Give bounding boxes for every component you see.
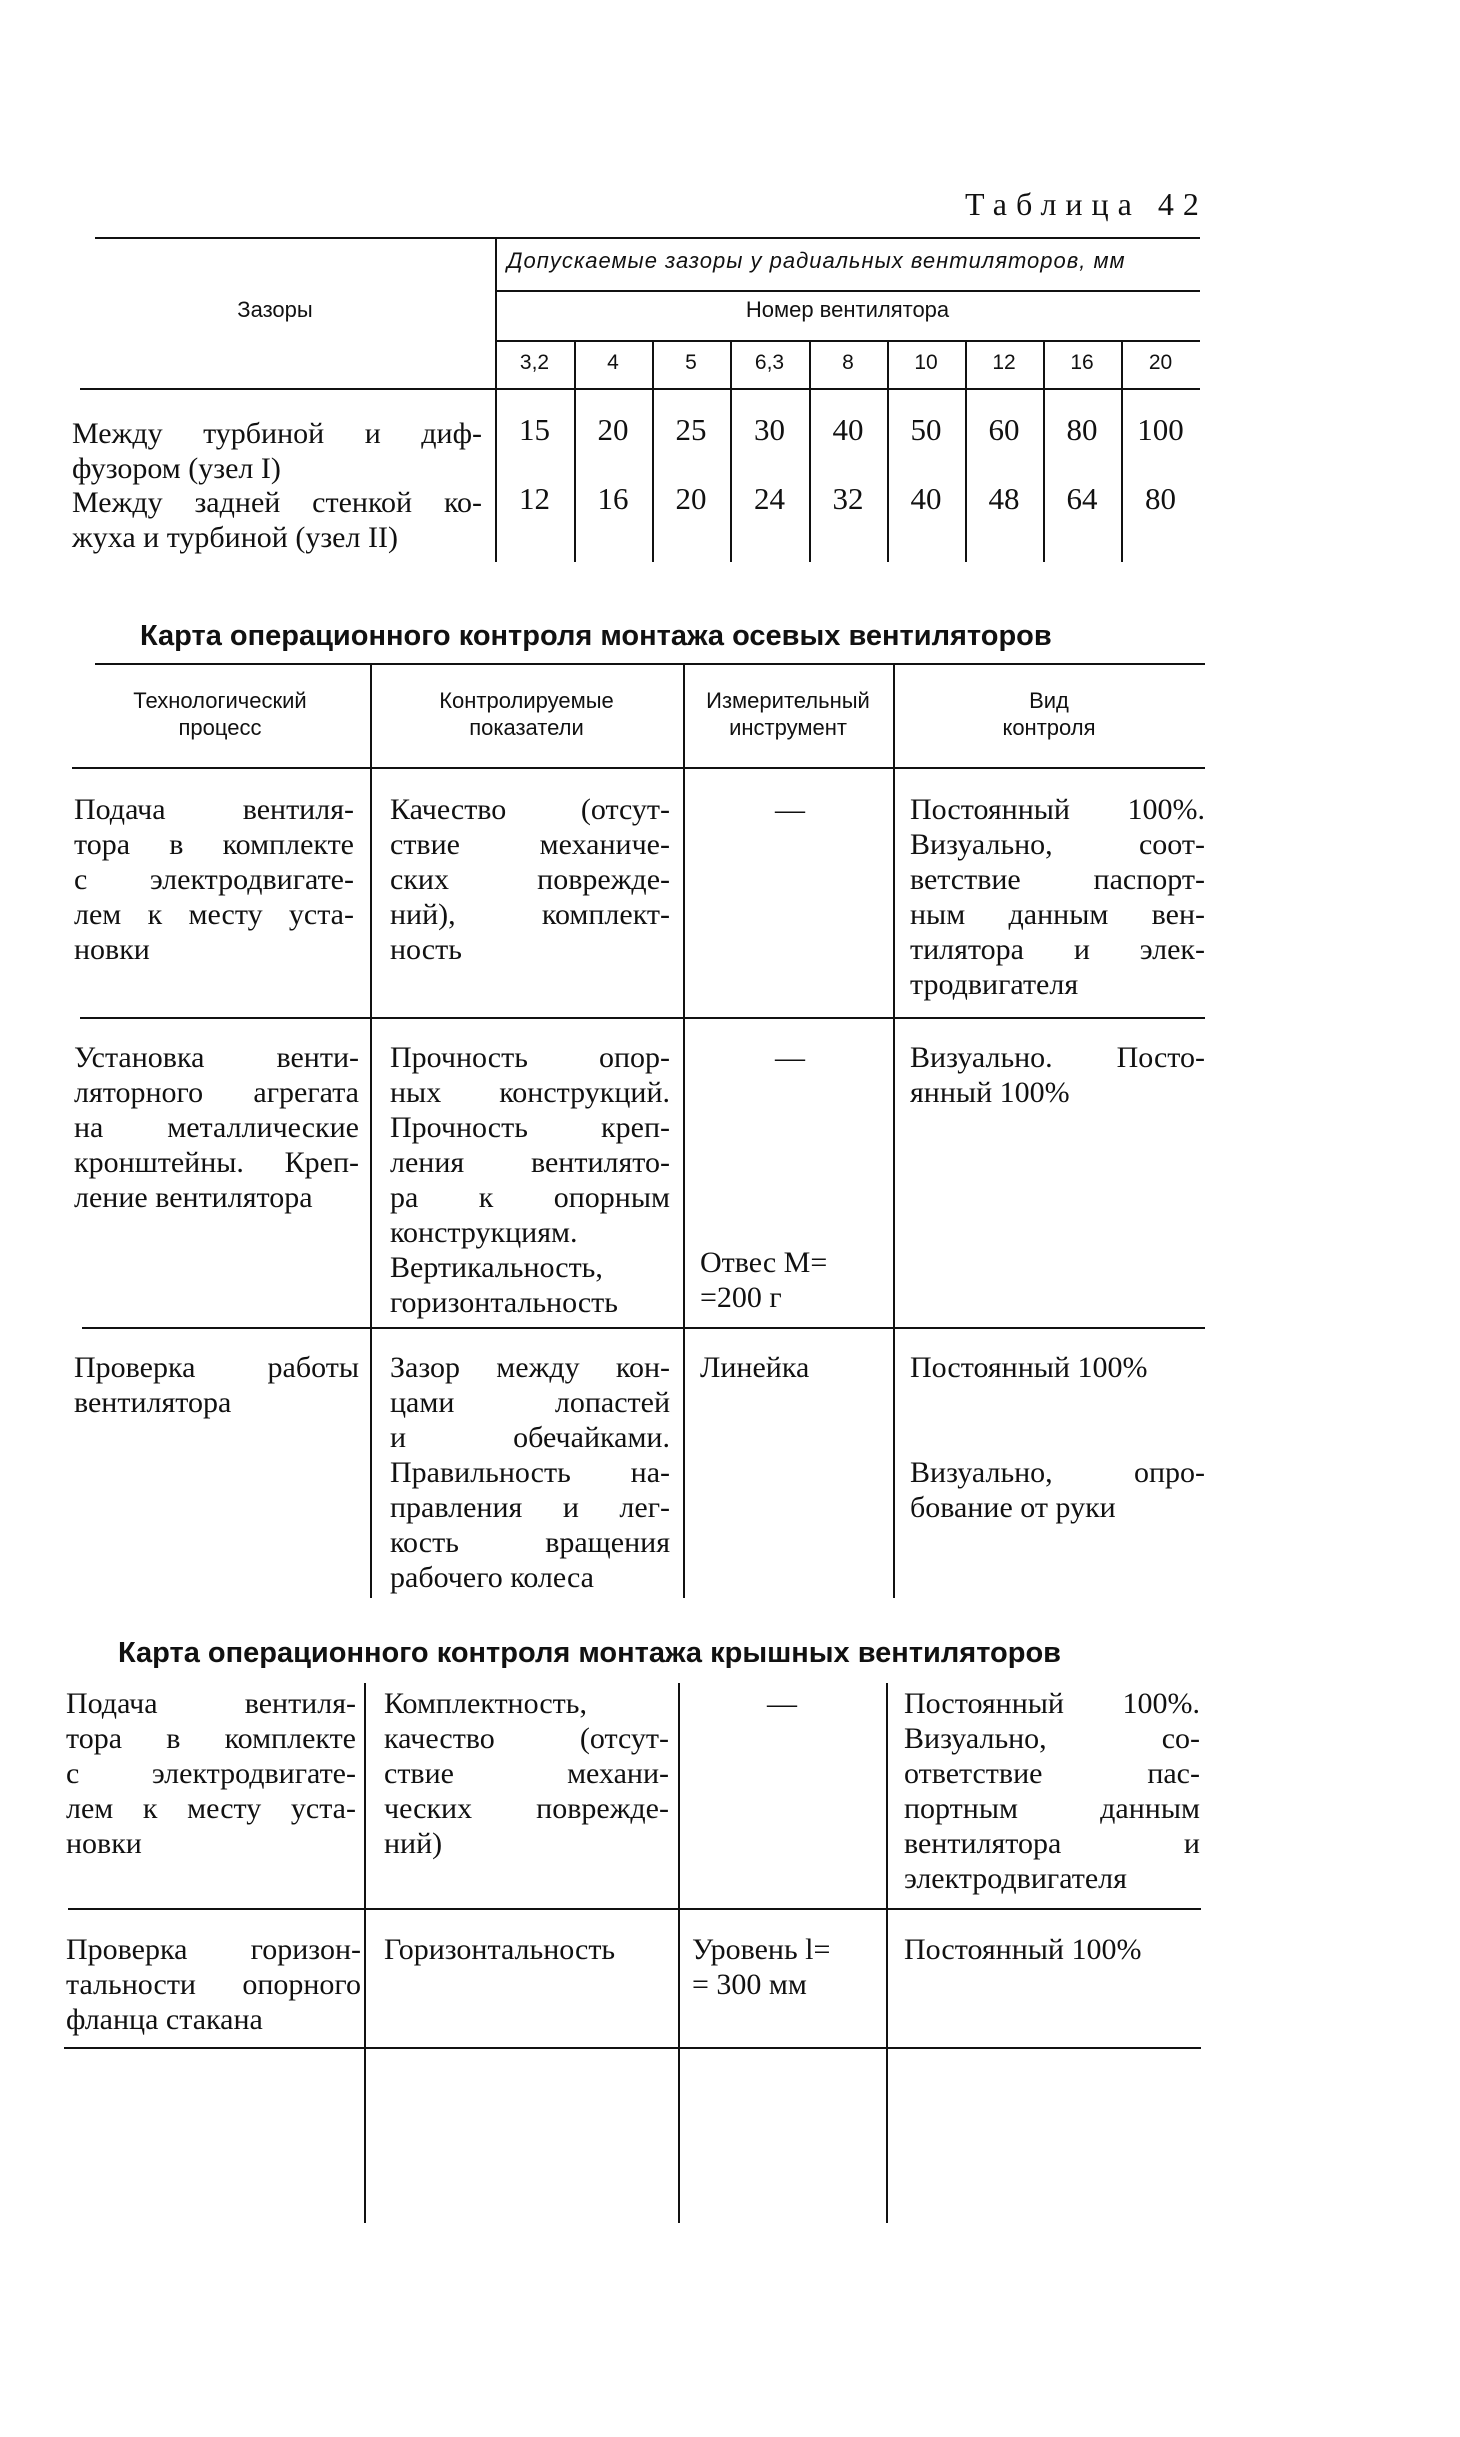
table-cell: 60	[988, 412, 1020, 447]
text-line: цами лопастей	[390, 1386, 670, 1419]
text-line: тальности опорного	[66, 1968, 361, 2001]
fan-number: 5	[685, 351, 697, 374]
text-line: жуха и турбиной (узел II)	[72, 521, 398, 554]
fan-number-header: Номер вентилятора	[745, 297, 950, 322]
header-rule	[495, 290, 1200, 292]
fan-number: 20	[1148, 351, 1173, 374]
text-line: Между турбиной и диф-	[72, 417, 482, 450]
text-line: ответствие пас-	[904, 1757, 1200, 1790]
instrument-dash: —	[775, 1041, 805, 1074]
col-divider	[678, 1683, 680, 2223]
table-cell: 25	[675, 412, 707, 447]
header-line: Технологический	[133, 688, 307, 713]
col-divider	[370, 663, 372, 1598]
control-cell	[910, 1455, 1205, 1525]
text-line: Визуально, со-	[904, 1722, 1200, 1755]
text-line: = 300 мм	[692, 1968, 807, 2001]
table-cell: 80	[1145, 481, 1176, 516]
table-cell: 48	[988, 481, 1020, 516]
text-line: Постоянный 100%	[904, 1933, 1142, 1966]
text-line: правления и лег-	[390, 1491, 670, 1524]
header-line: показатели	[469, 715, 584, 740]
numbers-rule	[80, 388, 1200, 390]
process-cell	[74, 792, 354, 967]
header-instrument	[683, 687, 893, 741]
text-line: фланца стакана	[66, 2003, 263, 2036]
fan-number: 6,3	[754, 351, 785, 374]
text-line: ляторного агрегата	[74, 1076, 359, 1109]
fan-number: 16	[1070, 351, 1094, 374]
text-line: ний)	[384, 1827, 443, 1860]
table-cell: 30	[754, 412, 785, 447]
process-cell	[74, 1350, 359, 1420]
text-line: ление вентилятора	[74, 1181, 313, 1214]
text-line: фузором (узел I)	[72, 452, 281, 485]
text-line: Отвес М=	[700, 1246, 828, 1279]
roof-card-title: Карта операционного контроля монтажа крышных вентиляторов	[118, 1637, 1061, 1669]
fan-number: 3,2	[519, 351, 550, 374]
table-cell: 12	[519, 481, 550, 516]
text-line: Подача вентиля-	[74, 793, 354, 826]
text-line: Визуально. Посто-	[910, 1041, 1205, 1074]
process-cell	[66, 1932, 361, 2037]
text-line: Качество (отсут-	[390, 793, 670, 826]
text-line: ческих поврежде-	[384, 1792, 669, 1825]
text-line: Проверка горизон-	[66, 1933, 361, 1966]
header-line: Измерительный	[706, 688, 870, 713]
text-line: Между задней стенкой ко-	[72, 486, 482, 519]
control-cell	[904, 1932, 1200, 1967]
axial-card-title: Карта операционного контроля монтажа осевых вентиляторов	[140, 620, 1052, 652]
table-label: Таблица 42	[965, 186, 1208, 222]
indicators-cell	[390, 1350, 670, 1595]
text-line: вентилятора и	[904, 1827, 1200, 1860]
table-cell: 24	[754, 481, 785, 516]
table-cell: 32	[832, 481, 864, 516]
control-cell	[910, 1040, 1205, 1110]
control-top: Постоянный 100%	[910, 1351, 1148, 1384]
indicators-cell	[390, 1040, 670, 1320]
header-line: процесс	[178, 715, 262, 740]
text-line: Правильность на-	[390, 1456, 670, 1489]
text-line: тора в комплекте	[74, 828, 354, 861]
header-rule	[72, 767, 1205, 769]
text-line: лем к месту уста-	[74, 898, 354, 931]
text-line: ных конструкций.	[390, 1076, 670, 1109]
process-cell	[74, 1040, 359, 1215]
fan-number: 10	[914, 351, 938, 374]
bottom-rule	[64, 2047, 1201, 2049]
text-line: Подача вентиля-	[66, 1687, 356, 1720]
text-line: ний), комплект-	[390, 898, 670, 931]
text-line: лем к месту уста-	[66, 1792, 356, 1825]
control-cell	[904, 1686, 1200, 1896]
header-indicators	[370, 687, 683, 741]
text-line: рабочего колеса	[390, 1561, 594, 1594]
text-line: бование от руки	[910, 1491, 1116, 1524]
col-divider	[886, 1683, 888, 2223]
text-line: Постоянный 100%.	[910, 793, 1205, 826]
row-label	[72, 485, 482, 555]
indicators-cell	[384, 1932, 674, 1967]
text-line: Прочность опор-	[390, 1041, 670, 1074]
text-line: новки	[66, 1827, 142, 1860]
text-line: вентилятора	[74, 1386, 232, 1419]
text-line: новки	[74, 933, 150, 966]
text-line: —	[767, 1687, 797, 1720]
text-line: с электродвигате-	[74, 863, 354, 896]
row-rule	[82, 1327, 1205, 1329]
table-cell: 100	[1137, 412, 1184, 447]
text-line: тродвигателя	[910, 968, 1079, 1001]
instrument-cell	[692, 1932, 882, 2002]
text-line: —	[775, 793, 805, 826]
text-line: электродвигателя	[904, 1862, 1127, 1895]
text-line: тора в комплекте	[66, 1722, 356, 1755]
text-line: ветствие паспорт-	[910, 863, 1205, 896]
header-control	[893, 687, 1205, 741]
instrument-cell	[700, 792, 880, 827]
top-rule	[95, 663, 1205, 665]
table-cell: 20	[675, 481, 707, 516]
text-line: качество (отсут-	[384, 1722, 669, 1755]
header-process	[70, 687, 370, 741]
text-line: =200 г	[700, 1281, 782, 1314]
col-divider	[364, 1683, 366, 2223]
text-line: Визуально, опро-	[910, 1456, 1205, 1489]
text-line: Уровень l=	[692, 1933, 831, 1966]
header-line: контроля	[1002, 715, 1096, 740]
indicators-cell	[384, 1686, 669, 1861]
text-line: тилятора и элек-	[910, 933, 1205, 966]
col-divider	[893, 663, 895, 1598]
text-line: Проверка работы	[74, 1351, 359, 1384]
instrument-cell	[700, 1245, 880, 1315]
header-line: Контролируемые	[439, 688, 614, 713]
text-line: горизонтальность	[390, 1286, 618, 1319]
text-line: ления вентилято-	[390, 1146, 670, 1179]
table-cell: 64	[1066, 481, 1098, 516]
text-line: ным данным вен-	[910, 898, 1205, 931]
row-label	[72, 416, 482, 486]
text-line: ских поврежде-	[390, 863, 670, 896]
text-line: Визуально, соот-	[910, 828, 1205, 861]
header-line: инструмент	[729, 715, 847, 740]
fan-number: 8	[842, 351, 854, 374]
text-line: Горизонтальность	[384, 1933, 616, 1966]
text-line: ра к опорным	[390, 1181, 670, 1214]
text-line: Прочность креп-	[390, 1111, 670, 1144]
fan-number-rule	[495, 340, 1200, 342]
text-line: ствие механи-	[384, 1757, 669, 1790]
gaps-header: Зазоры	[237, 297, 313, 322]
instrument-cell	[700, 1350, 880, 1385]
table-cell: 20	[597, 412, 629, 447]
allowed-header: Допускаемые зазоры у радиальных вентиляторов, мм	[507, 248, 1126, 273]
row-rule	[68, 1908, 1201, 1910]
row-rule	[80, 1017, 1205, 1019]
instrument-cell	[692, 1686, 872, 1721]
table-cell: 40	[910, 481, 942, 516]
text-line: Зазор между кон-	[390, 1351, 670, 1384]
fan-number: 4	[607, 351, 619, 374]
text-line: Установка венти-	[74, 1041, 359, 1074]
text-line: янный 100%	[910, 1076, 1070, 1109]
text-line: кость вращения	[390, 1526, 670, 1559]
table-cell: 80	[1066, 412, 1098, 447]
text-line: ствие механиче-	[390, 828, 670, 861]
table-cell: 16	[597, 481, 629, 516]
fan-number: 12	[992, 351, 1016, 374]
text-line: с электродвигате-	[66, 1757, 356, 1790]
text-line: ность	[390, 933, 462, 966]
text-line: Постоянный 100%.	[904, 1687, 1200, 1720]
table-cell: 40	[832, 412, 864, 447]
text-line: конструкциям.	[390, 1216, 578, 1249]
top-rule	[95, 237, 1200, 239]
indicators-cell	[390, 792, 670, 967]
col-divider	[683, 663, 685, 1598]
text-line: и обечайками.	[390, 1421, 670, 1454]
table-cell: 50	[910, 412, 942, 447]
control-cell	[910, 792, 1205, 1002]
header-line: Вид	[1029, 688, 1069, 713]
text-line: кронштейны. Креп-	[74, 1146, 359, 1179]
text-line: Вертикальность,	[390, 1251, 603, 1284]
text-line: на металлические	[74, 1111, 359, 1144]
table-cell: 15	[519, 412, 550, 447]
process-cell	[66, 1686, 356, 1861]
text-line: портным данным	[904, 1792, 1200, 1825]
text-line: Линейка	[700, 1351, 810, 1384]
text-line: Комплектность,	[384, 1687, 587, 1720]
